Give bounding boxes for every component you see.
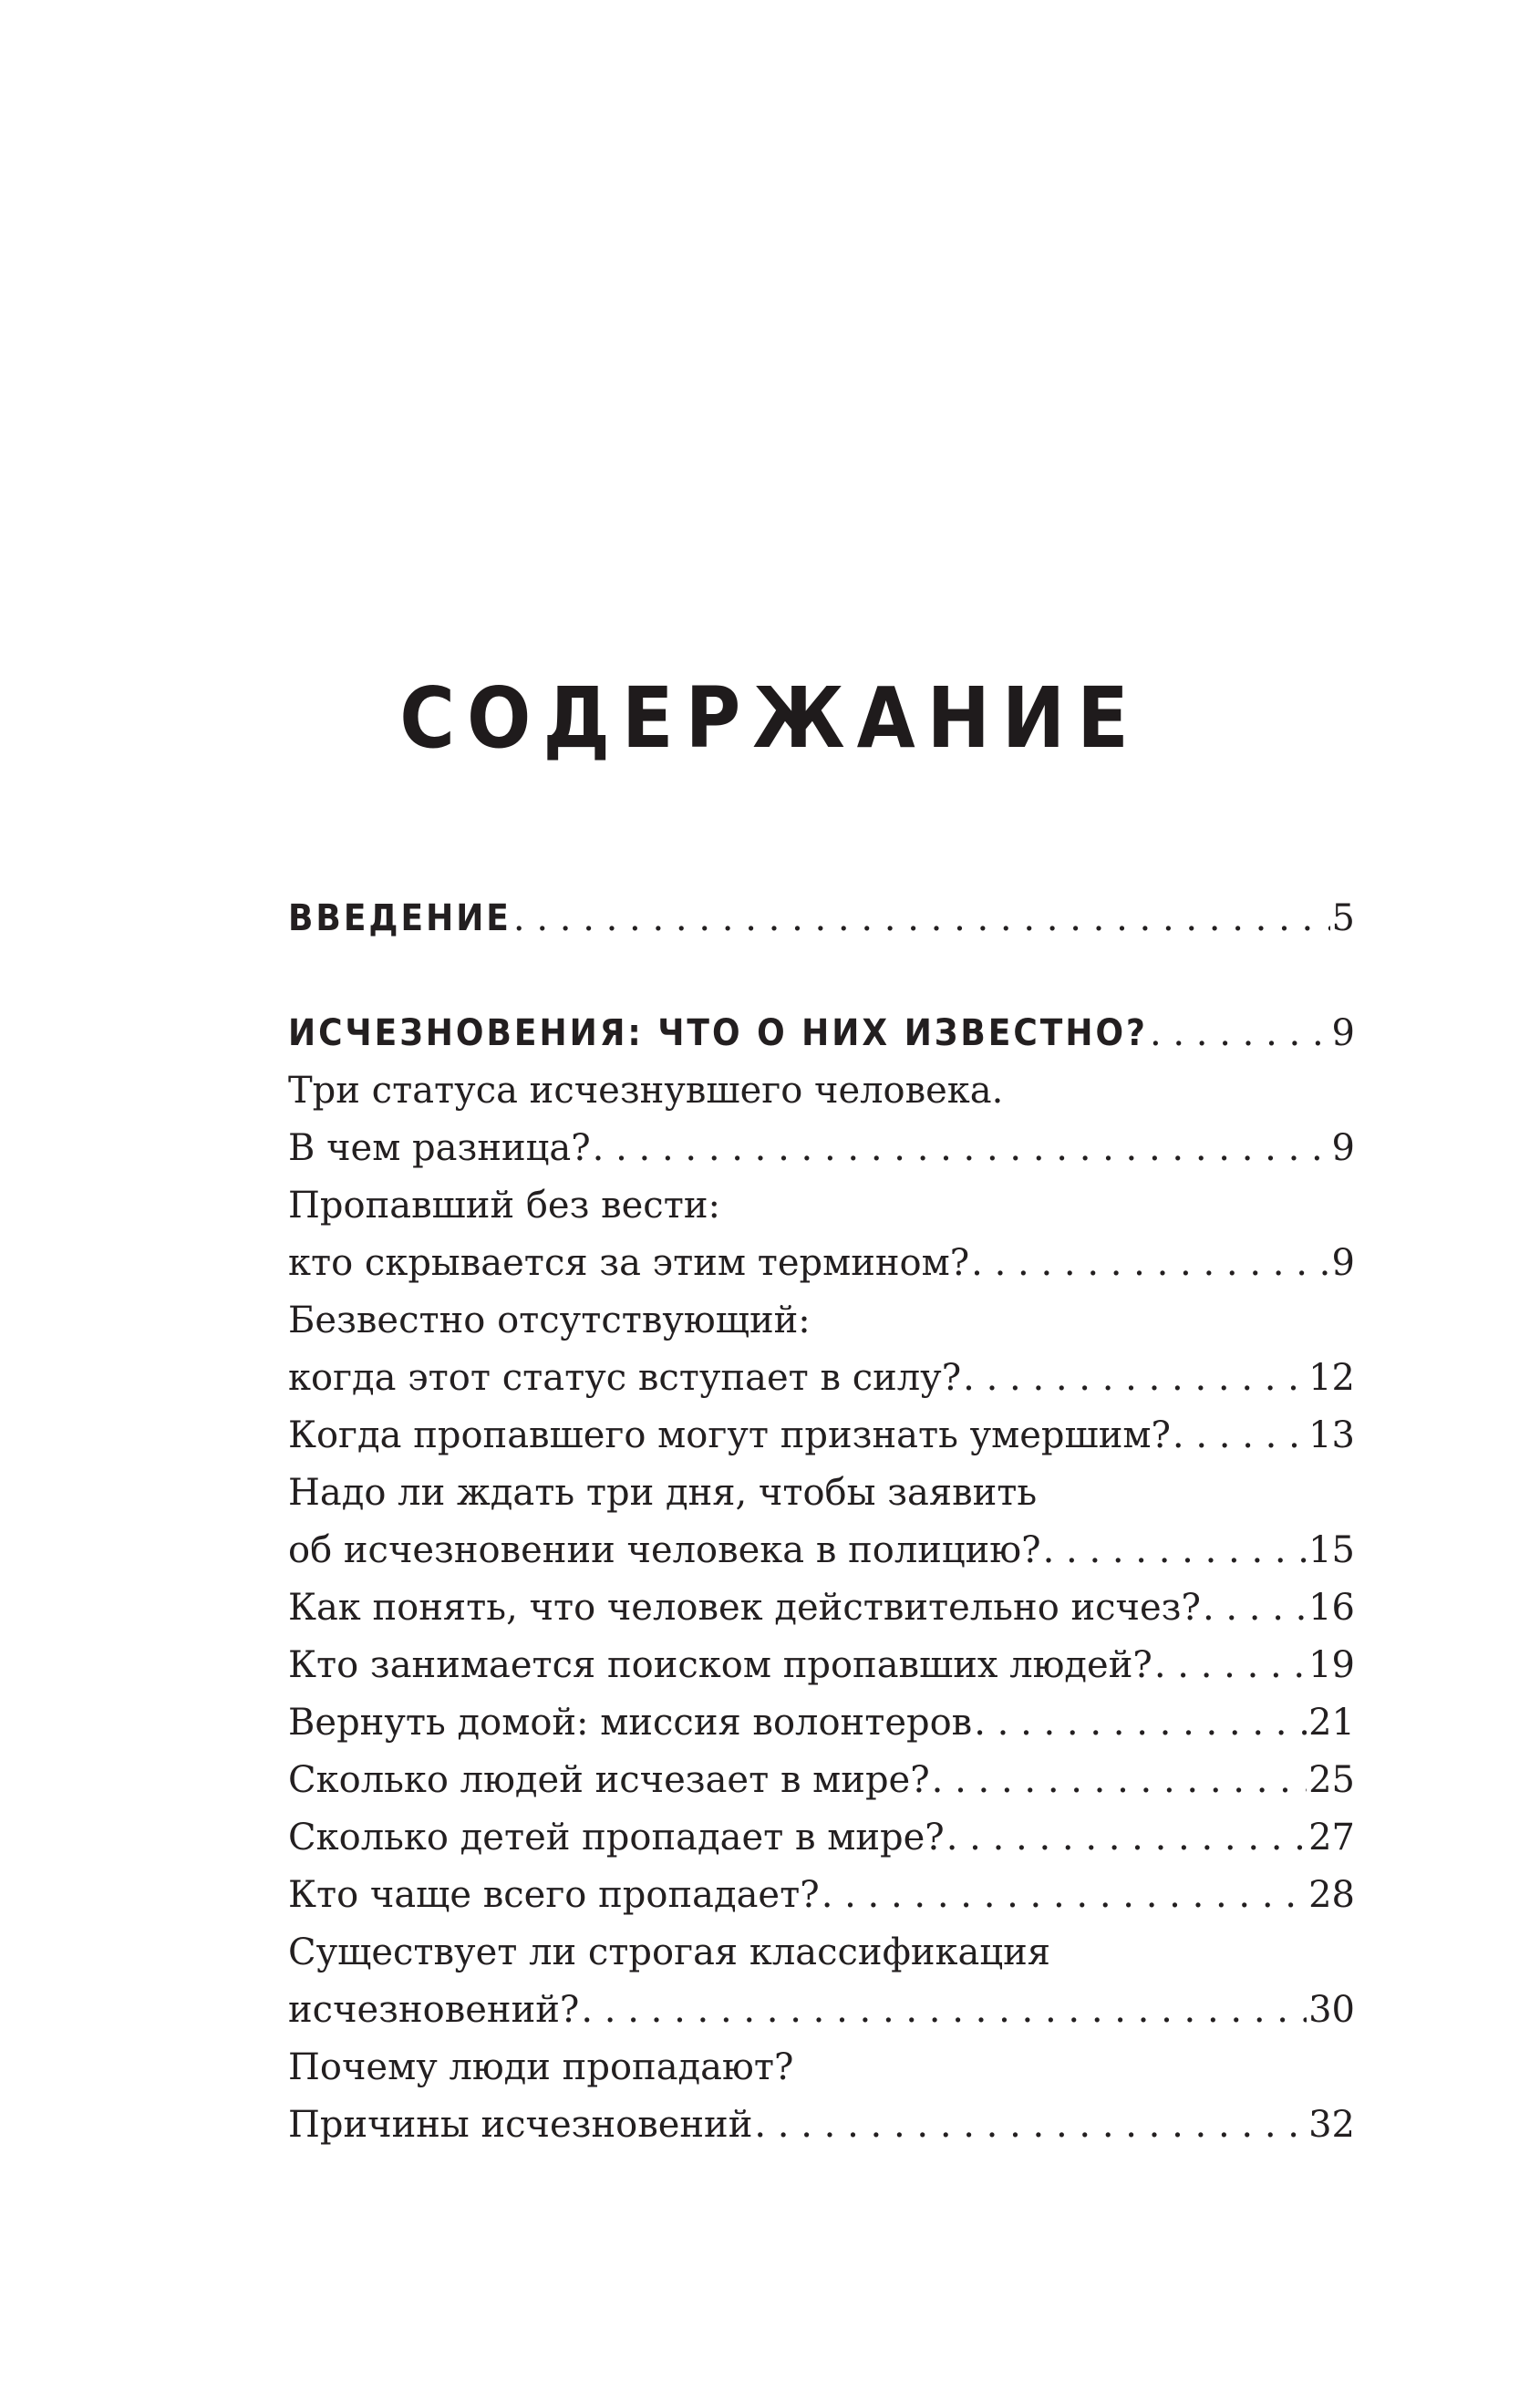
dot-leader [971,1235,1329,1291]
dot-leader [513,890,1330,947]
dot-leader [593,1120,1330,1176]
toc-entry-text: ИСЧЕЗНОВЕНИЯ: ЧТО О НИХ ИЗВЕСТНО? [288,1012,1148,1054]
dot-leader [946,1809,1307,1866]
toc-entry [288,1694,1355,1751]
toc-entry-page: 9 [1331,1012,1355,1054]
toc-entry-text: В чем разница? [288,1127,591,1169]
toc-entry-text: исчезновений? [288,1989,580,2031]
dot-leader [1203,1579,1307,1636]
toc-entry-text: Сколько людей исчезает в мире? [288,1759,930,1801]
toc-entry-page: 16 [1308,1587,1355,1629]
toc-entry [288,1637,1355,1693]
toc-entry-line [288,2039,1355,2096]
toc-entry-page: 9 [1331,1127,1355,1169]
toc-entry-text: Пропавший без вести: [288,1185,720,1227]
toc-entry-page: 9 [1331,1242,1355,1284]
dot-leader [754,2097,1307,2153]
toc-entry-text: об исчезновении человека в полицию? [288,1529,1041,1571]
dot-leader [1043,1522,1307,1579]
toc-entry [288,1579,1355,1636]
toc-entry-line [288,1177,1355,1234]
toc-entry-text: ВВЕДЕНИЕ [288,897,512,939]
toc-entry-page: 25 [1308,1759,1355,1801]
toc-entry-text: Вернуть домой: миссия волонтеров [288,1702,973,1744]
dot-leader [932,1752,1307,1808]
toc-entry [288,1522,1355,1579]
toc-entry-text: Причины исчезновений [288,2104,753,2146]
toc-entry [288,890,1355,947]
toc-entry-page: 27 [1308,1817,1355,1859]
toc-entry-text: Как понять, что человек действительно исчез? [288,1587,1201,1629]
toc-entry [288,1982,1355,2038]
toc-entry-page: 32 [1308,2104,1355,2146]
toc-entry [288,1809,1355,1866]
dot-leader [581,1982,1307,2038]
toc-entry [288,1005,1355,1061]
toc-entry [288,1752,1355,1808]
toc-entry-text: кто скрывается за этим термином? [288,1242,970,1284]
toc-entry [288,1867,1355,1923]
toc-entry-page: 19 [1308,1644,1355,1686]
toc-entry [288,1235,1355,1291]
dot-leader [1150,1005,1330,1061]
toc-entry-page: 12 [1308,1357,1355,1399]
dot-leader [974,1694,1307,1751]
dot-leader [1154,1637,1307,1693]
toc-entry-page: 30 [1308,1989,1355,2031]
toc-entry-text: Кто чаще всего пропадает? [288,1874,820,1916]
toc-entry-page: 5 [1331,897,1355,939]
toc-entry-page: 15 [1308,1529,1355,1571]
toc-entry-line [288,1292,1355,1349]
page-title: СОДЕРЖАНИЕ [399,669,1141,767]
toc-entry-page: 28 [1308,1874,1355,1916]
toc-entry-text: когда этот статус вступает в силу? [288,1357,962,1399]
toc-entry-text: Сколько детей пропадает в мире? [288,1817,945,1859]
toc-entry-text: Существует ли строгая классификация [288,1931,1051,1973]
toc-entry-text: Безвестно отсутствующий: [288,1300,811,1341]
toc-entry-line [288,1062,1355,1119]
toc-entry-text: Почему люди пропадают? [288,2046,794,2088]
dot-leader [1173,1407,1307,1464]
dot-leader [963,1350,1307,1406]
toc-entry-line [288,1924,1355,1981]
toc-entry [288,2097,1355,2153]
toc-entry-text: Когда пропавшего могут признать умершим? [288,1414,1171,1456]
toc-entry [288,1120,1355,1176]
toc-entry-page: 13 [1308,1414,1355,1456]
toc-entry-text: Надо ли ждать три дня, чтобы заявить [288,1472,1038,1514]
toc-entry-page: 21 [1308,1702,1355,1744]
dot-leader [822,1867,1307,1923]
toc-entry [288,1407,1355,1464]
toc-entry-line [288,1465,1355,1521]
toc-entry [288,1350,1355,1406]
toc-entry-text: Кто занимается поиском пропавших людей? [288,1644,1152,1686]
toc-entry-text: Три статуса исчезнувшего человека. [288,1070,1004,1112]
